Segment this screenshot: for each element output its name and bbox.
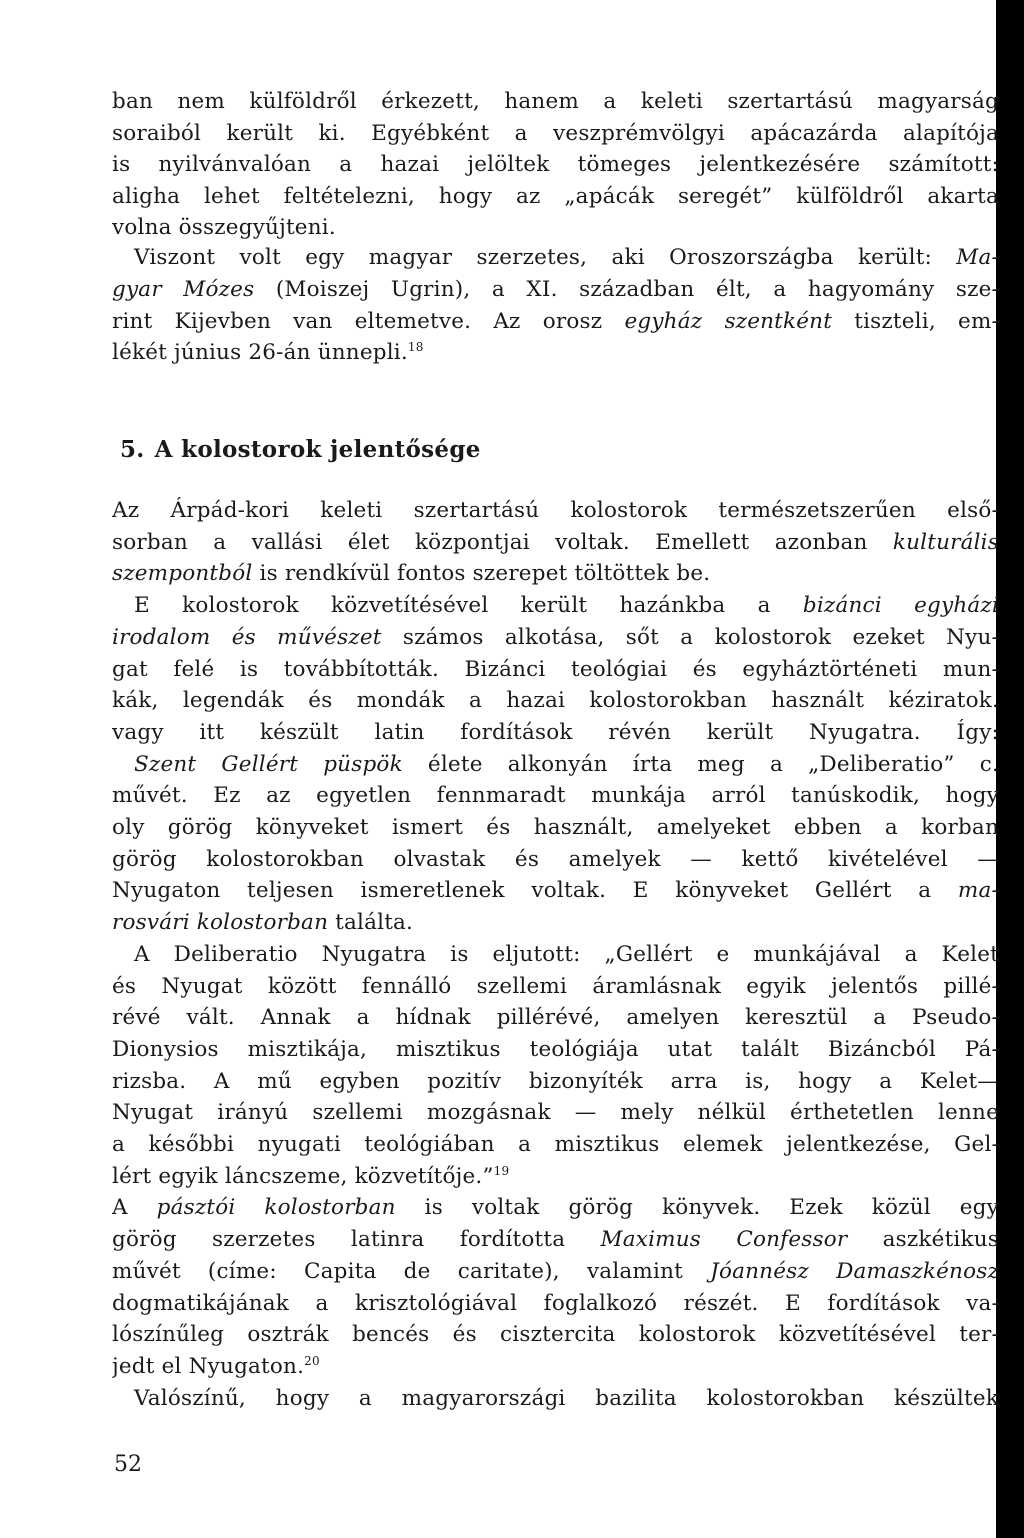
text-line: Szent Gellért püspök élete alkonyán írta meg a „Deliberatio” c. (134, 751, 999, 777)
text-line: a későbbi nyugati teológiában a misztikus elemek jelentkezése, Gel- (112, 1132, 999, 1158)
section-title: A kolostorok jelentősége (154, 436, 481, 463)
text-line: lószínűleg osztrák bencés és cisztercita kolostorok közvetítésével ter- (112, 1322, 999, 1348)
section-heading (120, 436, 481, 463)
section-number: 5. (120, 436, 145, 463)
text-line: lért egyik láncszeme, közvetítője.”$^{19}$ (112, 1163, 510, 1189)
intro-paragraph (112, 86, 999, 244)
text-line: A Deliberatio Nyugatra is eljutott: „Gellért e munkájával a Kelet (134, 941, 999, 967)
text-line: szempontból is rendkívül fontos szerepet töltöttek be. (112, 561, 711, 587)
page-number: 52 (114, 1452, 142, 1477)
text-line: gat felé is továbbították. Bizánci teológiai és egyháztörténeti mun- (112, 656, 999, 682)
text-line: rosvári kolostorban találta. (112, 910, 414, 936)
text-line: Dionysios misztikája, misztikus teológiája utat talált Bizáncból Pá- (112, 1036, 999, 1062)
footnote-ref: 18 (407, 340, 424, 355)
text-line: görög kolostorokban olvastak és amelyek — kettő kivételével — (112, 846, 999, 872)
moses-paragraph (112, 242, 999, 369)
text-line: is nyilvánvalóan a hazai jelöltek tömeges jelentkezésére számított: (112, 152, 999, 177)
text-line: kák, legendák és mondák a hazai kolostorokban használt kéziratok. (112, 688, 999, 714)
text-line: Viszont volt egy magyar szerzetes, aki Oroszországba került: Ma- (134, 245, 999, 270)
text-line: dogmatikájának a krisztológiával foglalkozó részét. E fordítások va- (112, 1290, 999, 1316)
section-body (112, 495, 999, 1414)
text-line: Nyugaton teljesen ismeretlenek voltak. E könyveket Gellért a ma- (112, 878, 999, 904)
text-line: ban nem külföldről érkezett, hanem a keleti szertartású magyarság (112, 89, 999, 114)
text-line: rizsba. A mű egyben pozitív bizonyíték arra is, hogy a Kelet— (112, 1068, 999, 1094)
text-line: művét. Ez az egyetlen fennmaradt munkája arról tanúskodik, hogy (112, 783, 999, 809)
text-line: oly görög könyveket ismert és használt, amelyeket ebben a korban (112, 815, 999, 841)
text-line: E kolostorok közvetítésével került hazánkba a bizánci egyházi (134, 593, 999, 619)
text-line: lékét június 26-án ünnepli.$^{18}$ (112, 340, 424, 366)
text-line: rint Kijevben van eltemetve. Az orosz egyház szentként tiszteli, em- (112, 308, 999, 334)
text-line: görög szerzetes latinra fordította Maximus Confessor aszkétikus (112, 1227, 999, 1253)
text-line: vagy itt készült latin fordítások révén került Nyugatra. Így: (112, 719, 999, 745)
text-line: révé vált. Annak a hídnak pillérévé, amelyen keresztül a Pseudo- (112, 1005, 999, 1031)
text-line: sorban a vallási élet központjai voltak. Emellett azonban kulturális (112, 529, 999, 555)
text-line: A pásztói kolostorban is voltak görög könyvek. Ezek közül egy (112, 1195, 999, 1221)
text-line: soraiból került ki. Egyébként a veszprémvölgyi apácazárda alapítója (112, 120, 999, 146)
text-line: művét (címe: Capita de caritate), valamint Jóannész Damaszkénosz (112, 1258, 999, 1284)
footnote-ref: 20 (304, 1353, 320, 1368)
text-line: jedt el Nyugaton.$^{20}$ (112, 1353, 320, 1379)
text-line: és Nyugat között fennálló szellemi áramlásnak egyik jelentős pillé- (112, 973, 999, 999)
text-line: gyar Mózes (Moiszej Ugrin), a XI. században élt, a hagyomány sze- (112, 276, 999, 302)
text-line: Az Árpád-kori keleti szertartású kolostorok természetszerűen első- (112, 498, 999, 523)
text-line: volna összegyűjteni. (112, 215, 336, 240)
text-line: Valószínű, hogy a magyarországi bazilita kolostorokban készültek (134, 1385, 999, 1411)
footnote-ref: 19 (493, 1163, 510, 1178)
text-line: Nyugat irányú szellemi mozgásnak — mely nélkül érthetetlen lenne (112, 1100, 999, 1126)
text-line: aligha lehet feltételezni, hogy az „apácák seregét” külföldről akarta (112, 183, 999, 209)
text-line: irodalom és művészet számos alkotása, sőt a kolostorok ezeket Nyu- (112, 624, 999, 650)
